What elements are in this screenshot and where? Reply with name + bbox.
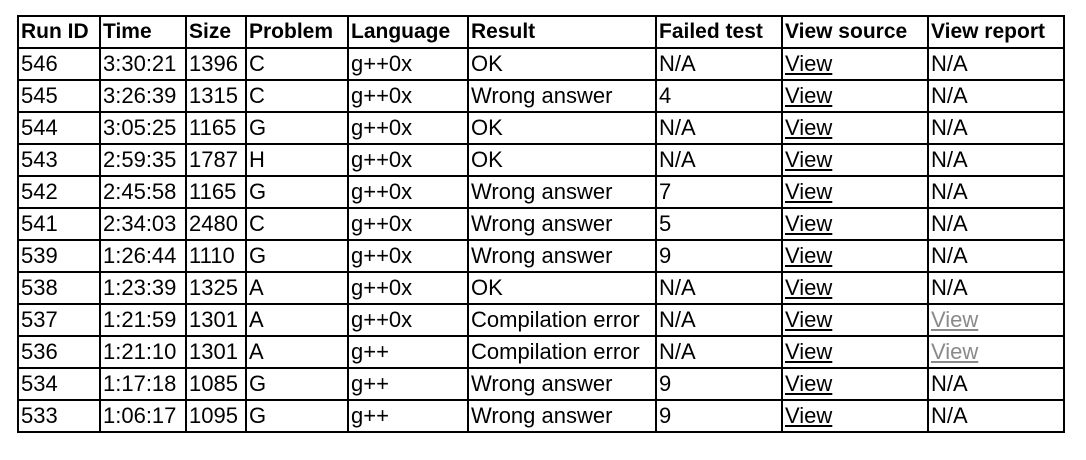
view-source-link[interactable]: View [785,307,833,332]
failed-test-cell: N/A [656,304,782,336]
result-cell: Wrong answer [468,400,656,432]
language-cell: g++0x [348,304,468,336]
size-cell: 1396 [186,48,246,80]
table-row [18,80,1064,112]
language-cell: g++0x [348,176,468,208]
failed-test-cell: N/A [656,48,782,80]
failed-test-cell: N/A [656,272,782,304]
column-header-result: Result [468,16,656,48]
result-cell: OK [468,48,656,80]
time-cell: 2:45:58 [100,176,186,208]
view-report-link[interactable]: View [931,307,979,332]
view-report-cell: N/A [928,400,1064,432]
view-source-cell [782,272,928,304]
result-cell: OK [468,144,656,176]
language-cell: g++ [348,368,468,400]
run-id-cell: 538 [18,272,100,304]
problem-cell: G [246,240,348,272]
time-cell: 1:17:18 [100,368,186,400]
time-cell: 1:06:17 [100,400,186,432]
problem-cell: A [246,336,348,368]
size-cell: 1095 [186,400,246,432]
problem-cell: G [246,176,348,208]
size-cell: 1325 [186,272,246,304]
view-report-cell: N/A [928,368,1064,400]
table-body [18,48,1064,432]
column-header-view-report: View report [928,16,1064,48]
size-cell: 1165 [186,112,246,144]
view-report-cell [928,336,1064,368]
problem-cell: A [246,304,348,336]
column-header-language: Language [348,16,468,48]
language-cell: g++ [348,336,468,368]
table-row [18,176,1064,208]
run-id-cell: 539 [18,240,100,272]
problem-cell: G [246,368,348,400]
view-source-link[interactable]: View [785,147,833,172]
view-source-cell [782,176,928,208]
column-header-run-id: Run ID [18,16,100,48]
time-cell: 3:05:25 [100,112,186,144]
language-cell: g++0x [348,240,468,272]
language-cell: g++0x [348,112,468,144]
failed-test-cell: N/A [656,112,782,144]
view-report-cell: N/A [928,208,1064,240]
size-cell: 1787 [186,144,246,176]
run-id-cell: 533 [18,400,100,432]
run-id-cell: 537 [18,304,100,336]
view-source-cell [782,368,928,400]
table-row [18,48,1064,80]
table-row [18,400,1064,432]
time-cell: 3:26:39 [100,80,186,112]
column-header-size: Size [186,16,246,48]
view-source-link[interactable]: View [785,211,833,236]
size-cell: 1301 [186,336,246,368]
result-cell: OK [468,112,656,144]
view-report-cell: N/A [928,48,1064,80]
size-cell: 1301 [186,304,246,336]
language-cell: g++0x [348,208,468,240]
failed-test-cell: 5 [656,208,782,240]
view-report-cell: N/A [928,240,1064,272]
time-cell: 1:21:10 [100,336,186,368]
view-source-link[interactable]: View [785,403,833,428]
size-cell: 1110 [186,240,246,272]
size-cell: 1165 [186,176,246,208]
submissions-table [17,15,1065,433]
view-source-link[interactable]: View [785,51,833,76]
time-cell: 1:21:59 [100,304,186,336]
column-header-view-source: View source [782,16,928,48]
table-row [18,304,1064,336]
table-row [18,144,1064,176]
result-cell: Wrong answer [468,240,656,272]
problem-cell: C [246,208,348,240]
language-cell: g++0x [348,80,468,112]
view-source-link[interactable]: View [785,275,833,300]
failed-test-cell: N/A [656,336,782,368]
view-report-cell [928,304,1064,336]
run-id-cell: 542 [18,176,100,208]
view-report-cell: N/A [928,272,1064,304]
view-source-cell [782,336,928,368]
language-cell: g++0x [348,144,468,176]
column-header-failed-test: Failed test [656,16,782,48]
view-source-cell [782,240,928,272]
table-header-row [18,16,1064,48]
size-cell: 2480 [186,208,246,240]
failed-test-cell: 4 [656,80,782,112]
run-id-cell: 546 [18,48,100,80]
view-source-cell [782,304,928,336]
result-cell: Wrong answer [468,368,656,400]
view-source-link[interactable]: View [785,83,833,108]
table-row [18,368,1064,400]
failed-test-cell: 7 [656,176,782,208]
result-cell: Compilation error [468,304,656,336]
column-header-time: Time [100,16,186,48]
view-source-link[interactable]: View [785,115,833,140]
time-cell: 2:34:03 [100,208,186,240]
failed-test-cell: 9 [656,400,782,432]
view-source-cell [782,112,928,144]
view-report-cell: N/A [928,112,1064,144]
run-id-cell: 534 [18,368,100,400]
view-source-cell [782,208,928,240]
language-cell: g++ [348,400,468,432]
failed-test-cell: 9 [656,240,782,272]
failed-test-cell: 9 [656,368,782,400]
result-cell: OK [468,272,656,304]
problem-cell: G [246,112,348,144]
view-source-cell [782,144,928,176]
run-id-cell: 536 [18,336,100,368]
problem-cell: H [246,144,348,176]
view-report-cell: N/A [928,144,1064,176]
view-report-cell: N/A [928,176,1064,208]
view-source-cell [782,400,928,432]
result-cell: Wrong answer [468,176,656,208]
result-cell: Wrong answer [468,80,656,112]
view-report-cell: N/A [928,80,1064,112]
table-row [18,336,1064,368]
column-header-problem: Problem [246,16,348,48]
problem-cell: G [246,400,348,432]
table-row [18,112,1064,144]
language-cell: g++0x [348,272,468,304]
failed-test-cell: N/A [656,144,782,176]
language-cell: g++0x [348,48,468,80]
run-id-cell: 543 [18,144,100,176]
result-cell: Compilation error [468,336,656,368]
problem-cell: A [246,272,348,304]
time-cell: 2:59:35 [100,144,186,176]
run-id-cell: 544 [18,112,100,144]
size-cell: 1315 [186,80,246,112]
result-cell: Wrong answer [468,208,656,240]
view-source-link[interactable]: View [785,339,833,364]
view-source-link[interactable]: View [785,243,833,268]
time-cell: 3:30:21 [100,48,186,80]
view-source-cell [782,48,928,80]
table-row [18,208,1064,240]
view-source-link[interactable]: View [785,371,833,396]
time-cell: 1:23:39 [100,272,186,304]
time-cell: 1:26:44 [100,240,186,272]
view-report-link[interactable]: View [931,339,979,364]
view-source-cell [782,80,928,112]
view-source-link[interactable]: View [785,179,833,204]
problem-cell: C [246,48,348,80]
size-cell: 1085 [186,368,246,400]
problem-cell: C [246,80,348,112]
run-id-cell: 541 [18,208,100,240]
run-id-cell: 545 [18,80,100,112]
table-row [18,240,1064,272]
table-row [18,272,1064,304]
